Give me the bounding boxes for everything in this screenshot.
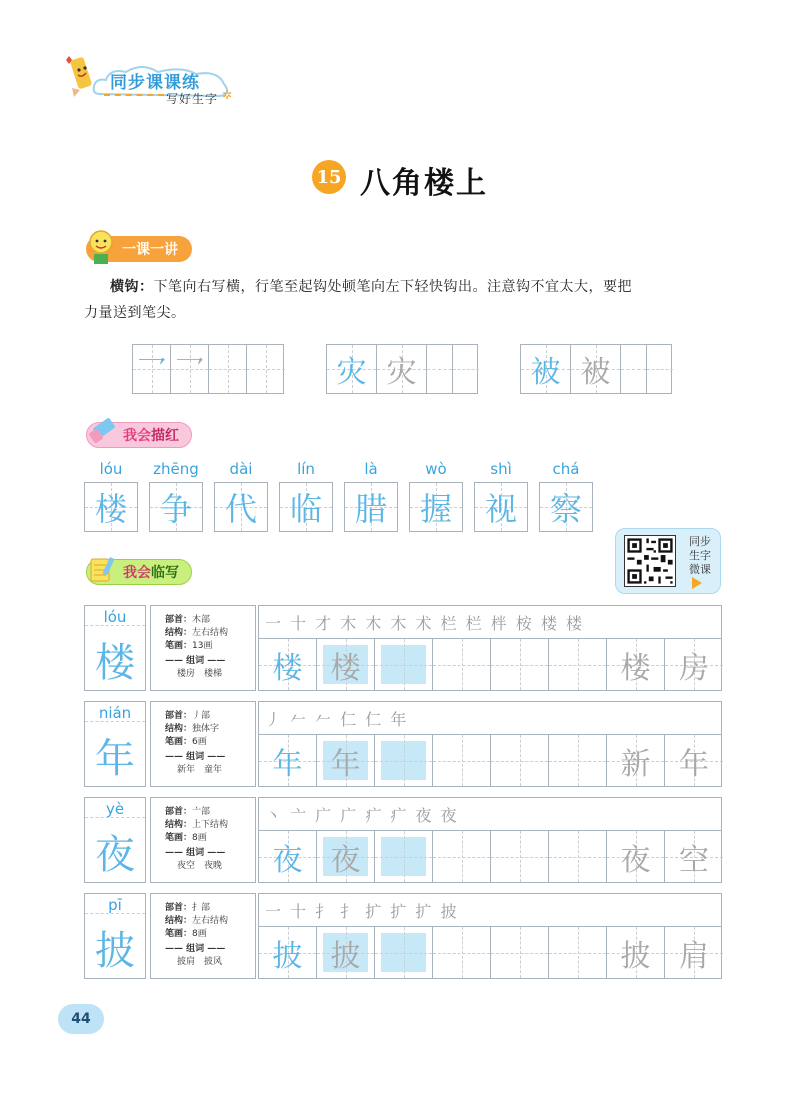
practice-char: 披 (330, 938, 361, 974)
trace-box[interactable]: 察 (539, 482, 593, 532)
practice-cell[interactable] (549, 735, 607, 786)
practice-char: 楼 (620, 650, 651, 686)
lecture-text-line-2: 力量送到笔尖。 (84, 305, 186, 321)
words-heading: —— 组词 —— (165, 752, 226, 762)
eraser-icon (88, 416, 118, 446)
stroke-order: 丶 亠 广 广 疒 疒 夜 夜 (258, 797, 722, 831)
lecture-text: 横钩：下笔向右写横，行笔至起钩处顿笔向左下轻快钩出。注意钩不宜太大，要把 (110, 279, 632, 295)
practice-char (549, 735, 606, 786)
example-grid-1 (132, 344, 284, 394)
stroke-order: 一 十 才 木 木 木 术 栏 栏 柈 桉 楼 楼 (258, 605, 722, 639)
practice-char (375, 735, 432, 786)
section-lecture-label: 一课 一讲 (86, 236, 192, 262)
example-char: 灾 (336, 355, 367, 390)
write-row (84, 797, 722, 883)
example-char: 被 (580, 355, 611, 390)
practice-char (549, 831, 606, 882)
practice-grid (258, 735, 722, 787)
practice-char: 夜 (272, 842, 303, 878)
practice-char: 夜 (330, 842, 361, 878)
practice-char: 肩 (679, 938, 709, 974)
practice-char (433, 927, 490, 978)
practice-cell[interactable] (433, 831, 491, 882)
radical-value: 扌部 (192, 903, 211, 913)
practice-char: 新 (620, 746, 651, 782)
trace-pinyin: zhēng (153, 460, 199, 478)
trace-box[interactable]: 视 (474, 482, 528, 532)
logo-dash-lines (104, 94, 164, 102)
radical-value: 木部 (192, 615, 211, 625)
write-model-char: 夜 (95, 831, 135, 878)
write-row (84, 605, 722, 691)
stroke-order: 一 十 扌 扌 扩 扩 扩 披 (258, 893, 722, 927)
words-value: 披肩 披风 (177, 957, 223, 967)
practice-char: 年 (272, 746, 303, 782)
practice-char (491, 927, 548, 978)
lesson-number-badge: 15 (312, 160, 346, 194)
practice-cell[interactable] (607, 735, 665, 786)
practice-cell[interactable] (317, 639, 375, 690)
qr-caption: 同步 生字 微课 (689, 535, 711, 576)
words-value: 夜空 夜晚 (177, 861, 223, 871)
practice-grid (258, 927, 722, 979)
practice-char: 空 (679, 842, 709, 878)
trace-box[interactable]: 楼 (84, 482, 138, 532)
practice-char (549, 927, 606, 978)
practice-char: 楼 (330, 650, 361, 686)
example-grid-3 (520, 344, 672, 394)
logo-subtitle: 写好生字 (166, 92, 219, 106)
practice-cell[interactable] (607, 639, 665, 690)
practice-char: 披 (272, 938, 303, 974)
practice-cell[interactable] (491, 639, 549, 690)
practice-char (433, 639, 490, 690)
write-pinyin: nián (85, 704, 145, 722)
structure-value: 独体字 (192, 724, 220, 734)
trace-pinyin: lín (297, 460, 315, 478)
structure-value: 上下结构 (192, 820, 229, 830)
structure-value: 左右结构 (192, 628, 229, 638)
lesson-title: 八角楼上 (360, 166, 488, 201)
practice-cell[interactable] (433, 927, 491, 978)
example-char: 乛 (174, 355, 205, 390)
write-model-box (84, 605, 146, 691)
practice-char (375, 639, 432, 690)
write-model-box (84, 893, 146, 979)
write-model-box (84, 701, 146, 787)
practice-char (491, 639, 548, 690)
trace-box[interactable]: 腊 (344, 482, 398, 532)
section-write-label: 我 会 临写 (86, 559, 192, 585)
char-info: 部首：扌部 结构：左右结构 笔画：8画 —— 组词 —— 披肩 披风 (150, 893, 256, 979)
header-logo (62, 52, 242, 108)
notebook-pencil-icon (88, 553, 118, 585)
lecture-line-1: 下笔向右写横，行笔至起钩处顿笔向左下轻快钩出。注意钩不宜太大，要把 (153, 279, 632, 295)
trace-pinyin: là (364, 460, 378, 478)
practice-cell[interactable] (317, 927, 375, 978)
example-grid-2 (326, 344, 478, 394)
practice-char (491, 831, 548, 882)
practice-cell[interactable] (433, 639, 491, 690)
strokes-value: 13画 (192, 641, 213, 651)
practice-cell[interactable] (491, 831, 549, 882)
practice-cell[interactable] (375, 639, 433, 690)
teacher-avatar-icon (86, 228, 116, 264)
practice-cell[interactable] (549, 927, 607, 978)
write-pinyin: yè (85, 800, 145, 818)
page-number: 44 (58, 1004, 104, 1034)
words-value: 新年 童年 (177, 765, 223, 775)
practice-char (433, 831, 490, 882)
practice-cell[interactable] (259, 927, 317, 978)
trace-pinyin: chá (552, 460, 580, 478)
qr-code-icon[interactable] (624, 535, 676, 587)
practice-cell[interactable] (317, 735, 375, 786)
practice-cell[interactable] (491, 927, 549, 978)
write-model-box (84, 797, 146, 883)
example-char: 灾 (386, 355, 417, 390)
structure-value: 左右结构 (192, 916, 229, 926)
words-heading: —— 组词 —— (165, 944, 226, 954)
practice-char (375, 831, 432, 882)
trace-pinyin: shì (490, 460, 512, 478)
practice-cell[interactable] (259, 639, 317, 690)
practice-cell[interactable] (607, 927, 665, 978)
write-model-char: 楼 (95, 639, 135, 686)
practice-char (491, 735, 548, 786)
section-trace-label: 我 会 描红 (86, 422, 192, 448)
strokes-value: 6画 (192, 737, 207, 747)
practice-cell[interactable] (665, 639, 723, 690)
practice-cell[interactable] (665, 927, 723, 978)
practice-cell[interactable] (491, 735, 549, 786)
write-model-char: 披 (95, 927, 135, 974)
char-info: 部首：亠部 结构：上下结构 笔画：8画 —— 组词 —— 夜空 夜晚 (150, 797, 256, 883)
trace-box[interactable]: 临 (279, 482, 333, 532)
radical-value: 亠部 (192, 807, 211, 817)
practice-cell[interactable] (375, 927, 433, 978)
trace-box[interactable]: 代 (214, 482, 268, 532)
practice-char: 楼 (272, 650, 303, 686)
practice-char (433, 735, 490, 786)
practice-cell[interactable] (259, 831, 317, 882)
practice-cell[interactable] (665, 735, 723, 786)
practice-grid (258, 639, 722, 691)
stroke-order: 丿 𠂉 𠂉 仁 仁 年 (258, 701, 722, 735)
sun-icon: ✲ (222, 88, 233, 102)
practice-char: 年 (679, 746, 709, 782)
write-row (84, 893, 722, 979)
radical-value: 丿部 (192, 711, 211, 721)
words-heading: —— 组词 —— (165, 656, 226, 666)
write-model-char: 年 (95, 735, 135, 782)
write-pinyin: lóu (85, 608, 145, 626)
practice-cell[interactable] (259, 735, 317, 786)
trace-pinyin: dài (229, 460, 253, 478)
practice-char: 房 (679, 650, 709, 686)
practice-cell[interactable] (375, 831, 433, 882)
trace-pinyin: wò (425, 460, 447, 478)
char-info: 部首：木部 结构：左右结构 笔画：13画 —— 组词 —— 楼房 楼梯 (150, 605, 256, 691)
lecture-term: 横钩 (110, 279, 139, 295)
strokes-value: 8画 (192, 833, 207, 843)
write-pinyin: pī (85, 896, 145, 914)
trace-box[interactable]: 握 (409, 482, 463, 532)
practice-cell[interactable] (317, 831, 375, 882)
practice-char: 披 (620, 938, 651, 974)
play-icon[interactable] (692, 577, 702, 589)
practice-cell[interactable] (665, 831, 723, 882)
practice-grid (258, 831, 722, 883)
trace-box[interactable]: 争 (149, 482, 203, 532)
practice-cell[interactable] (549, 831, 607, 882)
trace-pinyin: lóu (99, 460, 123, 478)
practice-char: 夜 (620, 842, 651, 878)
practice-char: 年 (330, 746, 361, 782)
logo-title: 同步课课练 (110, 73, 200, 93)
words-value: 楼房 楼梯 (177, 669, 223, 679)
words-heading: —— 组词 —— (165, 848, 226, 858)
practice-cell[interactable] (607, 831, 665, 882)
practice-char (375, 927, 432, 978)
practice-char (549, 639, 606, 690)
char-info: 部首：丿部 结构：独体字 笔画：6画 —— 组词 —— 新年 童年 (150, 701, 256, 787)
qr-panel[interactable] (615, 528, 721, 594)
practice-cell[interactable] (549, 639, 607, 690)
example-char: 被 (530, 355, 561, 390)
strokes-value: 8画 (192, 929, 207, 939)
example-char: 乛 (136, 355, 167, 390)
practice-cell[interactable] (375, 735, 433, 786)
write-row (84, 701, 722, 787)
practice-cell[interactable] (433, 735, 491, 786)
